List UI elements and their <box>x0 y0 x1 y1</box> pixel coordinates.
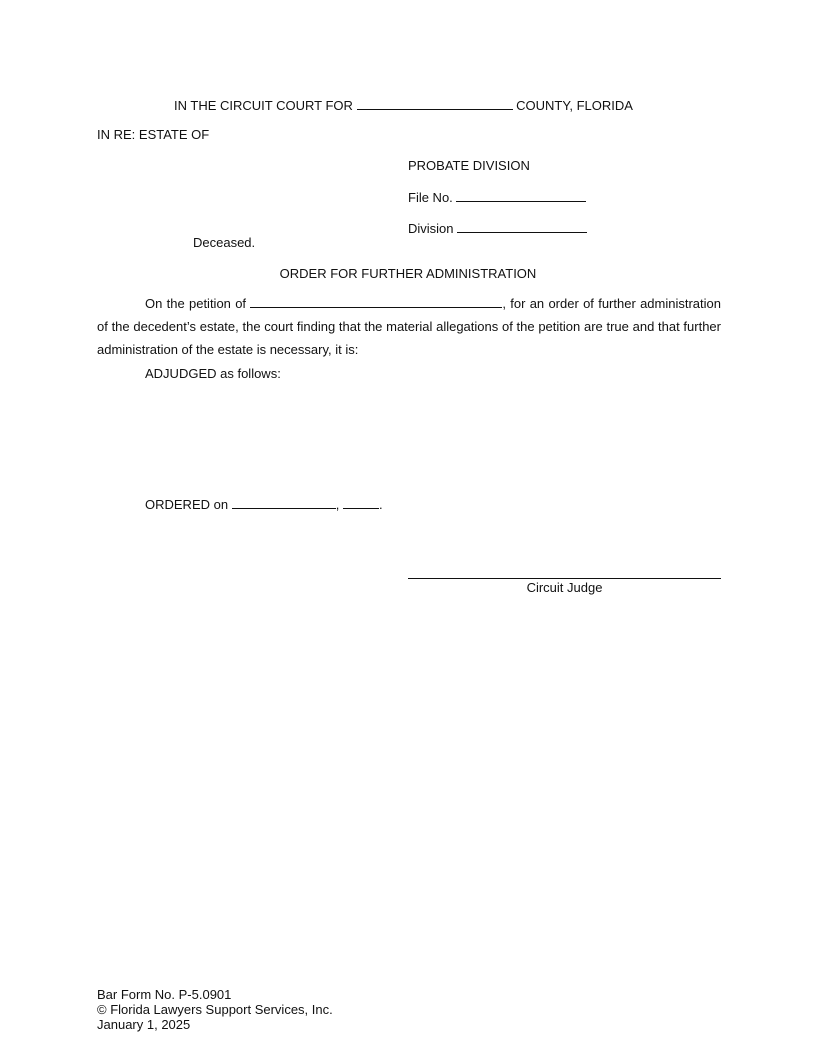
court-prefix: IN THE CIRCUIT COURT FOR <box>174 98 353 113</box>
ordered-line <box>145 496 383 513</box>
ordered-sep: , <box>335 497 340 512</box>
adjudged-label: ADJUDGED as follows: <box>145 366 281 381</box>
footer-date: January 1, 2025 <box>97 1017 191 1032</box>
deceased-label: Deceased. <box>193 235 256 250</box>
file-no-field <box>408 189 586 206</box>
petition-prefix: On the petition of <box>145 296 247 311</box>
court-suffix: COUNTY, FLORIDA <box>516 98 633 113</box>
footer-form-no: Bar Form No. P-5.0901 <box>97 987 232 1002</box>
division-field <box>408 220 587 237</box>
probate-division: PROBATE DIVISION <box>408 158 530 173</box>
file-no-label: File No. <box>408 190 453 205</box>
division-label: Division <box>408 221 454 236</box>
ordered-date-blank[interactable] <box>232 496 336 509</box>
ordered-end: . <box>378 497 383 512</box>
document-title: ORDER FOR FURTHER ADMINISTRATION <box>279 266 537 281</box>
footer-copyright: © Florida Lawyers Support Services, Inc. <box>97 1002 333 1017</box>
ordered-year-blank[interactable] <box>343 496 379 509</box>
circuit-judge-label: Circuit Judge <box>526 580 603 595</box>
county-blank[interactable] <box>357 97 513 110</box>
petitioner-blank[interactable] <box>250 295 502 308</box>
division-blank[interactable] <box>457 220 587 233</box>
signature-line[interactable] <box>408 578 721 579</box>
petition-paragraph <box>97 292 721 361</box>
petition-suffix: , for an order of further administration of the decedent’s estate, the court finding that the material allegations of the petition are true and that further administration of the estate is necessary, it is: <box>97 296 721 357</box>
in-re-label: IN RE: ESTATE OF <box>97 127 210 142</box>
court-heading <box>174 97 633 114</box>
file-no-blank[interactable] <box>456 189 586 202</box>
ordered-prefix: ORDERED on <box>145 497 229 512</box>
